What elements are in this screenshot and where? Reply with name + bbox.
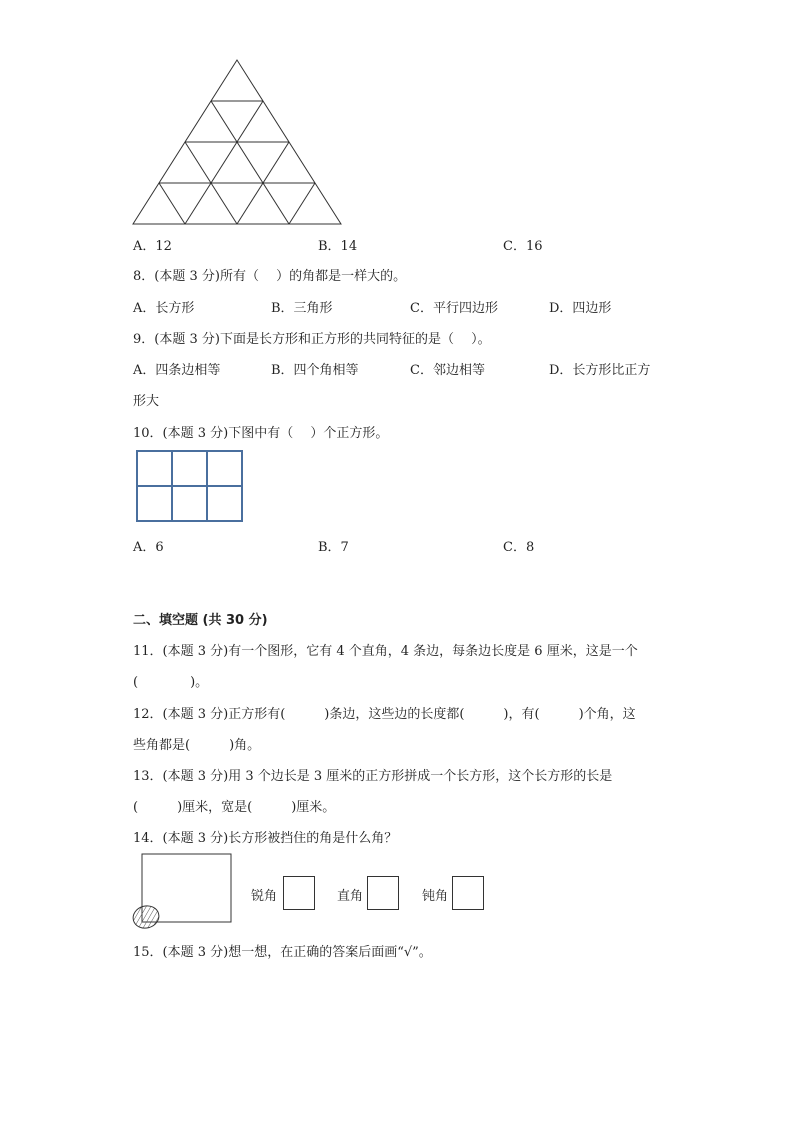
q10-option-a[interactable]: A．6 xyxy=(133,540,164,555)
choice-right-box[interactable] xyxy=(367,876,399,910)
section-title: 二、填空题 (共 30 分) xyxy=(133,613,268,628)
choice-obtuse-label: 钝角 xyxy=(422,889,449,904)
q10-option-b[interactable]: B．7 xyxy=(318,540,349,555)
q10-stem: 10．(本题 3 分)下图中有（ ）个正方形。 xyxy=(133,426,389,441)
q8-option-d[interactable]: D．四边形 xyxy=(549,301,612,316)
q9-stem: 9．(本题 3 分)下面是长方形和正方形的共同特征的是（ ）。 xyxy=(133,332,491,347)
q7-option-b[interactable]: B．14 xyxy=(318,239,358,254)
q7-option-c[interactable]: C．16 xyxy=(503,239,543,254)
q9-option-a[interactable]: A．四条边相等 xyxy=(133,363,221,378)
q8-option-b[interactable]: B．三角形 xyxy=(271,301,333,316)
triangle-grid-figure xyxy=(0,0,794,240)
q13-line2: ( )厘米，宽是( )厘米。 xyxy=(133,800,336,815)
q8-stem: 8．(本题 3 分)所有（ ）的角都是一样大的。 xyxy=(133,269,407,284)
choice-acute-box[interactable] xyxy=(283,876,315,910)
q15-stem: 15．(本题 3 分)想一想，在正确的答案后面画“√”。 xyxy=(133,945,432,960)
square-grid-figure xyxy=(136,450,246,524)
q9-option-b[interactable]: B．四个角相等 xyxy=(271,363,359,378)
q13-line1: 13．(本题 3 分)用 3 个边长是 3 厘米的正方形拼成一个长方形，这个长方形的长是 xyxy=(133,769,613,784)
q9-option-d-continued: 形大 xyxy=(133,394,160,409)
choice-acute-label: 锐角 xyxy=(251,889,278,904)
q12-line2: 些角都是( )角。 xyxy=(133,738,261,753)
q9-option-d[interactable]: D．长方形比正方 xyxy=(549,363,651,378)
q8-option-c[interactable]: C．平行四边形 xyxy=(410,301,498,316)
q14-stem: 14．(本题 3 分)长方形被挡住的角是什么角？ xyxy=(133,831,398,846)
q8-option-a[interactable]: A．长方形 xyxy=(133,301,195,316)
choice-right-label: 直角 xyxy=(337,889,364,904)
q9-option-c[interactable]: C．邻边相等 xyxy=(410,363,485,378)
q7-option-a[interactable]: A．12 xyxy=(133,239,172,254)
q12-line1: 12．(本题 3 分)正方形有( )条边，这些边的长度都( )，有( )个角，这 xyxy=(133,707,636,722)
q11-line1: 11．(本题 3 分)有一个图形，它有 4 个直角，4 条边，每条边长度是 6 厘米，这是一个 xyxy=(133,644,638,659)
choice-obtuse-box[interactable] xyxy=(452,876,484,910)
q11-line2: ( )。 xyxy=(133,675,209,690)
covered-rectangle-figure xyxy=(130,852,240,932)
q10-option-c[interactable]: C．8 xyxy=(503,540,535,555)
